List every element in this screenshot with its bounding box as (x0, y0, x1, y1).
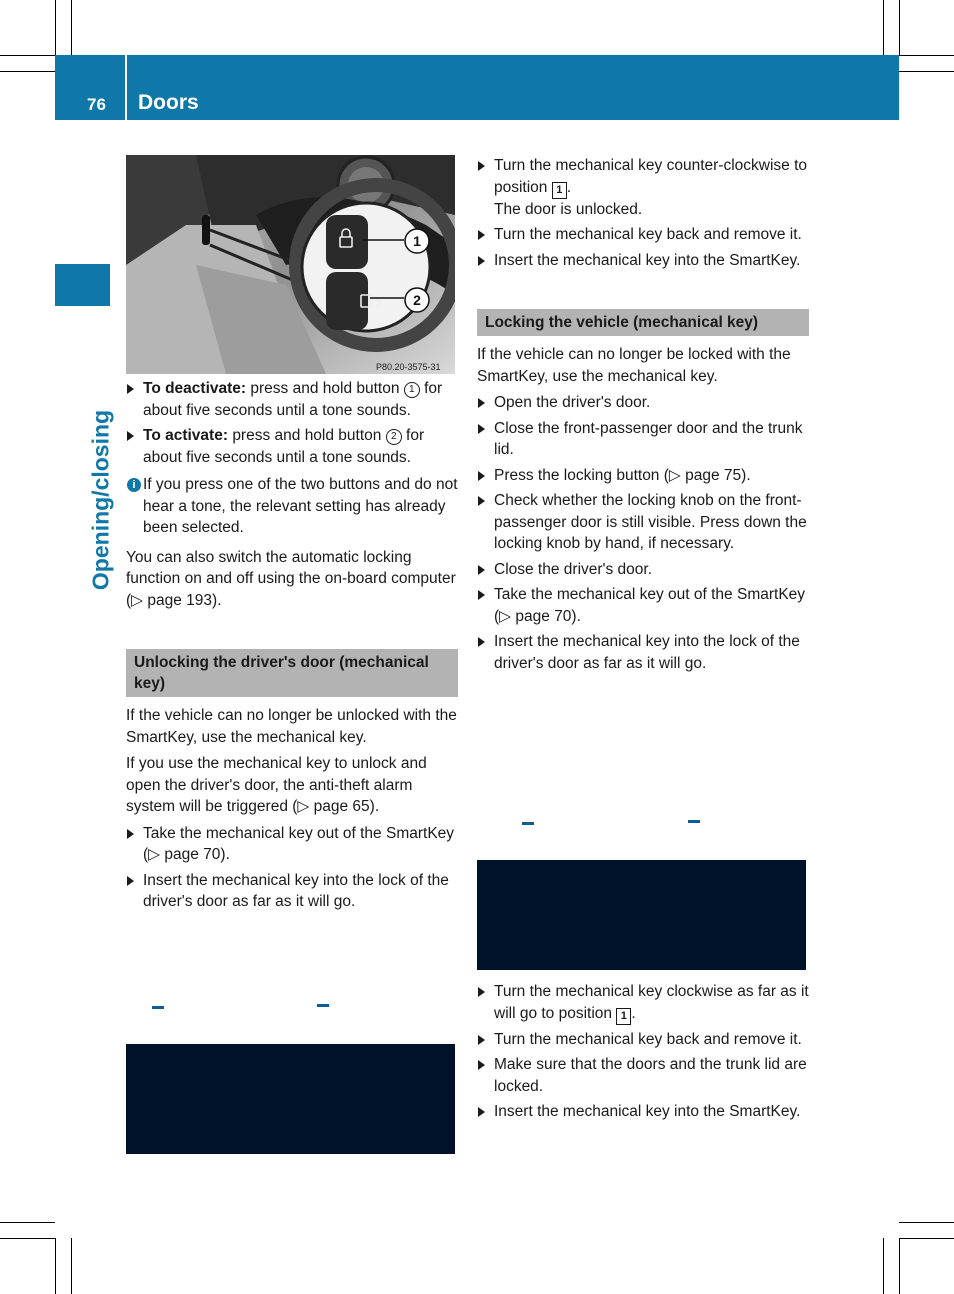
dark-panel (126, 1044, 455, 1154)
paragraph: If the vehicle can no longer be locked with the SmartKey, use the mechanical key. (477, 346, 791, 385)
step-text: Check whether the locking knob on the front-passenger door is still visible. Press down the locking knob by hand, if necessary. (494, 492, 807, 552)
crop-mark (71, 0, 72, 55)
subheading-unlock: Unlocking the driver's door (mechanical key) (126, 649, 458, 697)
crop-mark (899, 55, 954, 56)
step-turn-cw (477, 981, 809, 1025)
side-chapter-title: Opening/closing (87, 409, 114, 591)
paragraph: If the vehicle can no longer be unlocked with the SmartKey, use the mechanical key. (126, 707, 457, 746)
step-arrow-icon (478, 1107, 485, 1117)
paragraph: If you use the mechanical key to unlock and open the driver's door, the anti-theft alarm system will be triggered (▷ page 65). (126, 755, 427, 815)
info-icon: i (127, 478, 141, 492)
paragraph: You can also switch the automatic locking function on and off using the on-board computer (▷ page 193). (126, 548, 456, 609)
step-text: Insert the mechanical key into the SmartKey. (494, 1103, 801, 1120)
step-arrow-icon (478, 1060, 485, 1070)
step-text: press and hold button (232, 427, 382, 444)
list-item (477, 1101, 809, 1123)
crop-mark (55, 0, 56, 55)
position-ref: 1 (552, 182, 567, 199)
list-item (477, 392, 809, 414)
blue-dash (522, 822, 534, 825)
step-arrow-icon (478, 637, 485, 647)
list-item (477, 631, 809, 674)
list-item (477, 1029, 809, 1051)
step-arrow-icon (478, 161, 485, 171)
step-label: To deactivate: (143, 380, 247, 397)
blue-dash (152, 1006, 164, 1009)
blue-dash (688, 820, 700, 823)
crop-mark (0, 1238, 55, 1239)
list-item (477, 584, 809, 627)
step-arrow-icon (478, 424, 485, 434)
step-text: Insert the mechanical key into the lock of the driver's door as far as it will go. (494, 633, 800, 672)
step-text: Turn the mechanical key back and remove it. (494, 1030, 802, 1048)
page-number: 76 (87, 95, 106, 114)
side-tab-marker (55, 264, 110, 306)
step-arrow-icon (478, 230, 485, 240)
list-item (126, 870, 458, 913)
step-text: press and hold button (250, 380, 400, 397)
step-arrow-icon (478, 1035, 485, 1045)
step-text: for about five seconds until a tone sounds. (143, 380, 443, 419)
crop-mark (0, 1222, 55, 1223)
left-column (126, 378, 458, 917)
crop-mark (883, 1238, 884, 1294)
step-text: Turn the mechanical key clockwise as far as it will go to position (494, 983, 809, 1022)
crop-mark (0, 55, 55, 56)
step-arrow-icon (127, 829, 134, 839)
crop-mark (899, 1238, 954, 1239)
door-panel-figure (126, 155, 455, 374)
step-activate (126, 425, 458, 468)
right-column-lower (477, 981, 809, 1127)
step-arrow-icon (127, 431, 134, 441)
step-text: Open the driver's door. (494, 394, 651, 411)
callout-ref: 2 (386, 429, 402, 445)
crop-mark (899, 1238, 900, 1294)
step-arrow-icon (478, 256, 485, 266)
step-arrow-icon (478, 590, 485, 600)
step-arrow-icon (478, 398, 485, 408)
step-text: Turn the mechanical key back and remove it. (494, 226, 802, 243)
crop-mark (71, 1238, 72, 1294)
step-text: Insert the mechanical key into the SmartKey. (494, 251, 801, 269)
list-item (477, 418, 809, 461)
step-text: Take the mechanical key out of the SmartKey (▷ page 70). (494, 586, 806, 625)
step-arrow-icon (478, 471, 485, 481)
list-item (477, 250, 809, 272)
svg-text:2: 2 (413, 292, 421, 308)
crop-mark (899, 1222, 954, 1223)
step-deactivate (126, 378, 458, 421)
step-text: for about five seconds until a tone sounds. (143, 427, 425, 466)
info-note (126, 474, 458, 539)
header-separator (125, 55, 127, 120)
list-item (477, 490, 809, 555)
step-text: . (631, 1004, 636, 1022)
crop-mark (0, 71, 55, 72)
right-column (477, 155, 809, 678)
step-arrow-icon (127, 876, 134, 886)
crop-mark (899, 0, 900, 55)
step-arrow-icon (478, 565, 485, 575)
step-text: . (566, 178, 572, 196)
step-arrow-icon (127, 384, 134, 394)
step-text: Take the mechanical key out of the SmartKey (▷ page 70). (143, 824, 455, 863)
list-item (477, 1054, 809, 1097)
step-text: Turn the mechanical key counter-clockwise to position (494, 157, 808, 196)
svg-text:P80.20-3575-31: P80.20-3575-31 (376, 362, 441, 372)
position-ref: 1 (616, 1008, 631, 1025)
blue-dash (317, 1004, 329, 1007)
list-item (477, 224, 809, 246)
section-title: Doors (138, 91, 199, 114)
crop-mark (883, 0, 884, 55)
step-result: The door is unlocked. (494, 200, 643, 218)
step-text: Make sure that the doors and the trunk lid are locked. (494, 1056, 807, 1095)
step-text: Press the locking button (▷ page 75). (494, 466, 751, 484)
svg-text:1: 1 (413, 233, 421, 249)
crop-mark (55, 1238, 56, 1294)
info-text: If you press one of the two buttons and do not hear a tone, the relevant setting has already been selected. (143, 476, 458, 536)
step-text: Insert the mechanical key into the lock of the driver's door as far as it will go. (143, 871, 449, 910)
step-arrow-icon (478, 987, 485, 997)
list-item (477, 465, 809, 487)
step-arrow-icon (478, 496, 485, 506)
step-text: Close the driver's door. (494, 560, 653, 578)
list-item (477, 559, 809, 581)
step-text: Close the front-passenger door and the trunk lid. (494, 419, 803, 458)
step-turn-ccw (477, 155, 809, 220)
list-item (126, 823, 458, 866)
callout-ref: 1 (404, 382, 420, 398)
crop-mark (899, 71, 954, 72)
subheading-lock: Locking the vehicle (mechanical key) (477, 309, 809, 336)
step-label: To activate: (143, 427, 228, 444)
dark-panel (477, 860, 806, 970)
